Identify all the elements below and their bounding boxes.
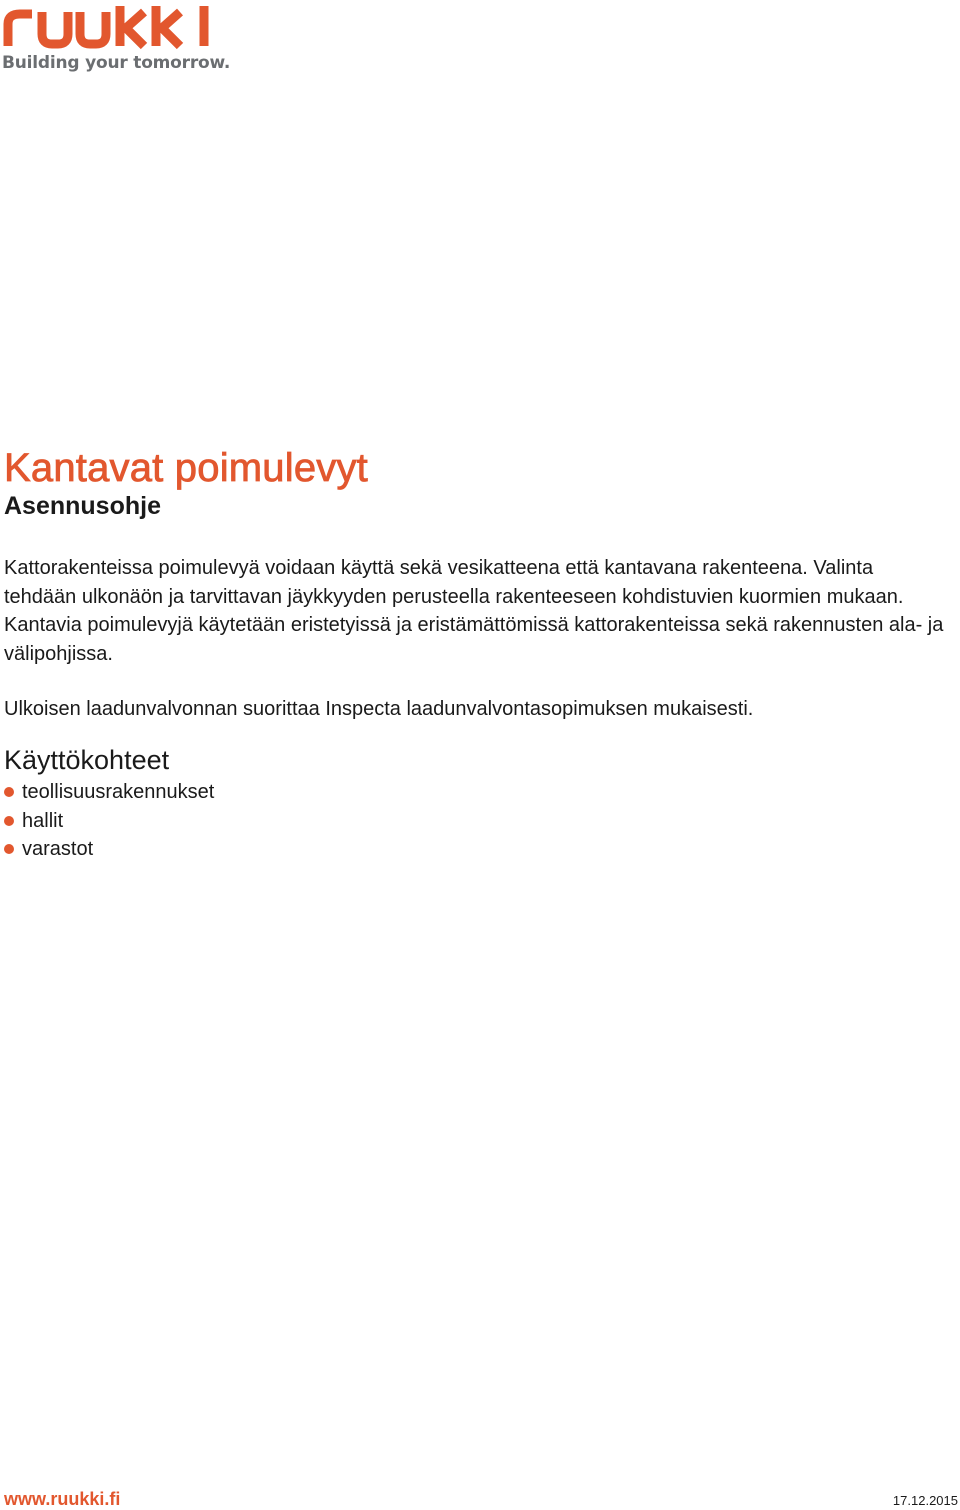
list-item-label: varastot — [22, 838, 94, 860]
usage-list — [4, 778, 214, 864]
list-item — [4, 807, 214, 836]
document-title: Kantavat poimulevyt — [4, 446, 368, 490]
list-item-label: teollisuusrakennukset — [22, 781, 215, 803]
usage-heading: Käyttökohteet — [4, 745, 170, 775]
list-item — [4, 778, 214, 807]
intro-paragraph: Kattorakenteissa poimulevyä voidaan käyttä sekä vesikatteena että kantavana rakenteena. Valinta tehdään ulkonäön ja tarvittavan jäykkyyden perusteella rakenteeseen kohdistuvien kuormien mukaan. Kantavia poimulevyjä käytetään eristetyissä ja eristämättömissä kattorakenteissa sekä rakennusten ala- ja välipohjissa. — [4, 557, 944, 665]
bullet-icon — [4, 844, 14, 854]
list-item-label: hallit — [22, 809, 64, 832]
bullet-icon — [4, 787, 14, 797]
document-subtitle: Asennusohje — [4, 492, 161, 520]
bullet-icon — [4, 816, 14, 826]
tagline: Building your tomorrow. — [2, 53, 231, 73]
footer-date: 17.12.2015 — [892, 1493, 958, 1508]
ruukki-wordmark-icon — [2, 2, 214, 52]
list-item — [4, 835, 214, 864]
footer-website-link[interactable]: www.ruukki.fi — [4, 1489, 121, 1509]
quality-paragraph: Ulkoisen laadunvalvonnan suorittaa Inspecta laadunvalvontasopimuksen mukaisesti. — [4, 698, 754, 720]
